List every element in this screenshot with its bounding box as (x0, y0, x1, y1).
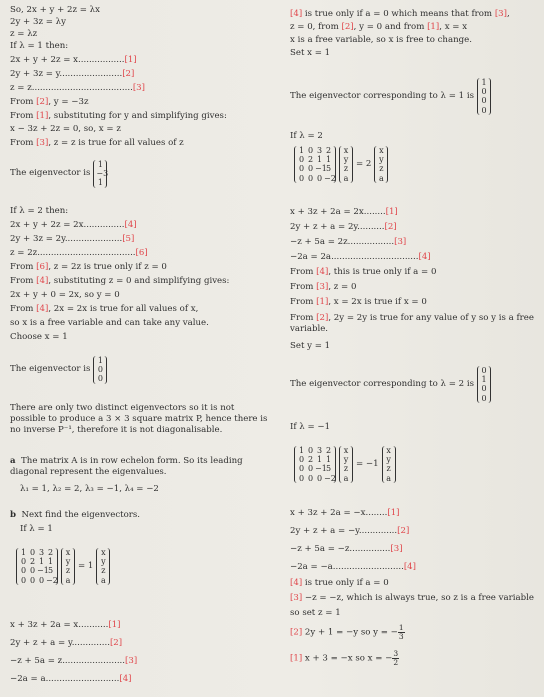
fraction: $\frac{1}{3}$ (398, 623, 404, 641)
step-line: 2x + y + 0 = 2x, so y = 0 (10, 290, 120, 300)
eigenvector-result: The eigenvector is 1 0 0 (10, 356, 107, 384)
step-line: From [3], z = 0 (290, 282, 357, 292)
eigenvector-matrix: 1 −3 1 (93, 160, 107, 188)
condition-line: If λ = 1 (20, 524, 53, 534)
step-line: [2] 2y + 1 = −y so y = − $\frac{1}{3}$ (290, 623, 404, 641)
step-line: From [2], y = −3z (10, 97, 89, 107)
step-line: so x is a free variable and can take any value. (10, 318, 209, 328)
step-line: Set x = 1 (290, 48, 331, 58)
step-line: From [3], z = z is true for all values of z (10, 138, 184, 148)
part-b: b Next find the eigenvectors. (10, 510, 141, 520)
matrix-a: 1 0 3 2 0 2 1 1 0 0 −1 5 0 0 0 −2 (294, 446, 336, 483)
equation-line: −z + 5a = 2z.................[3] (290, 237, 407, 247)
equation-line: −z + 5a = −z...............[3] (290, 544, 403, 554)
condition-line: If λ = 2 then: (10, 206, 69, 216)
equation-line: 2y + z + a = −y..............[2] (290, 526, 410, 536)
matrix-equation: 1 0 3 2 0 2 1 1 0 0 −1 5 0 0 0 −2 x y z a = 2 x y z a (294, 146, 388, 183)
step-line: From [4], 2x = 2x is true for all values of x, (10, 304, 199, 314)
step-line: [1] x + 3 = −x so x = − $\frac{3}{2}$ (290, 649, 399, 667)
equation-line: 2x + y + 2z = x.................[1] (10, 55, 137, 65)
condition-line: If λ = 1 then: (10, 41, 69, 51)
step-line: Choose x = 1 (10, 332, 68, 342)
equation-line: 2y + z + a = y..............[2] (10, 638, 123, 648)
equation-line: 2y + 3z = y.......................[2] (10, 69, 135, 79)
step-line: [3] −z = −z, which is always true, so z is a free variable (290, 593, 534, 603)
step-line: [4] is true only if a = 0 which means that from [3], (290, 9, 510, 19)
conclusion-paragraph: There are only two distinct eigenvectors so it is not possible to produce a 3 × 3 square matrix P, hence there is no inverse P⁻¹, therefore it is not diagonalisable. (10, 403, 268, 436)
equation-line: So, 2x + y + 2z = λx (10, 5, 100, 15)
equation-line: 2y + 3z = λy (10, 17, 66, 27)
matrix-equation: 1 0 3 2 0 2 1 1 0 0 −1 5 0 0 0 −2 x y z a = 1 x y z a (16, 548, 110, 585)
step-line: Set y = 1 (290, 341, 331, 351)
equation-line: x + 3z + 2a = x...........[1] (10, 620, 121, 630)
variable-vector: x y z a (339, 146, 353, 183)
step-line: From [1], x = 2x is true if x = 0 (290, 297, 427, 307)
equation-line: 2y + z + a = 2y..........[2] (290, 222, 397, 232)
fraction: $\frac{3}{2}$ (393, 649, 399, 667)
eigenvector-matrix: 1 0 0 (93, 356, 107, 384)
variable-vector: x y z a (339, 446, 353, 483)
step-line: [4] is true only if a = 0 (290, 578, 389, 588)
equation-line: 2y + 3z = 2y.....................[5] (10, 234, 135, 244)
step-line: From [1], substituting for y and simplifying gives: (10, 111, 227, 121)
eigenvector-matrix: 0 1 0 0 (477, 366, 491, 403)
variable-vector: x y z a (61, 548, 75, 585)
eigenvalues-line: λ₁ = 1, λ₂ = 2, λ₃ = −1, λ₄ = −2 (20, 484, 159, 494)
eigenvector-result: The eigenvector corresponding to λ = 1 is 1 0 0 0 (290, 78, 491, 115)
step-line: so set z = 1 (290, 608, 341, 618)
equation-line: −2a = a...........................[4] (10, 674, 132, 684)
equation-line: z = z.....................................[3] (10, 83, 145, 93)
matrix-a: 1 0 3 2 0 2 1 1 0 0 −1 5 0 0 0 −2 (294, 146, 336, 183)
eigenvector-result: The eigenvector corresponding to λ = 2 is 0 1 0 0 (290, 366, 491, 403)
equation-line: x + 3z + 2a = 2x........[1] (290, 207, 398, 217)
eigenvector-result: The eigenvector is 1 −3 1 (10, 160, 109, 188)
equation-line: x + 3z + 2a = −x........[1] (290, 508, 400, 518)
equation-line: 2x + y + 2z = 2x...............[4] (10, 220, 137, 230)
step-line: z = 0, from [2], y = 0 and from [1], x = x (290, 22, 468, 32)
condition-line: If λ = 2 (290, 131, 323, 141)
variable-vector: x y z a (374, 146, 388, 183)
equation-line: z = λz (10, 29, 38, 39)
condition-line: If λ = −1 (290, 422, 331, 432)
step-line: x is a free variable, so x is free to change. (290, 35, 472, 45)
step-line: x − 3z + 2z = 0, so, x = z (10, 124, 121, 134)
eigenvector-matrix: 1 0 0 0 (477, 78, 491, 115)
step-line: From [4], substituting z = 0 and simplifying gives: (10, 276, 230, 286)
variable-vector: x y z a (382, 446, 396, 483)
equation-line: −2a = −a..........................[4] (290, 562, 416, 572)
variable-vector: x y z a (96, 548, 110, 585)
matrix-equation: 1 0 3 2 0 2 1 1 0 0 −1 5 0 0 0 −2 x y z a = −1 x y z a (294, 446, 396, 483)
matrix-a: 1 0 3 2 0 2 1 1 0 0 −1 5 0 0 0 −2 (16, 548, 58, 585)
step-line: From [2], 2y = 2y is true for any value of y so y is a free variable. (290, 313, 534, 335)
equation-line: −2a = 2a................................[4] (290, 252, 431, 262)
equation-line: z = 2z....................................[6] (10, 248, 148, 258)
equation-line: −z + 5a = z.......................[3] (10, 656, 138, 666)
part-a: a The matrix A is in row echelon form. So its leading diagonal represent the eigenvalues. (10, 456, 243, 478)
step-line: From [6], z = 2z is true only if z = 0 (10, 262, 167, 272)
step-line: From [4], this is true only if a = 0 (290, 267, 437, 277)
